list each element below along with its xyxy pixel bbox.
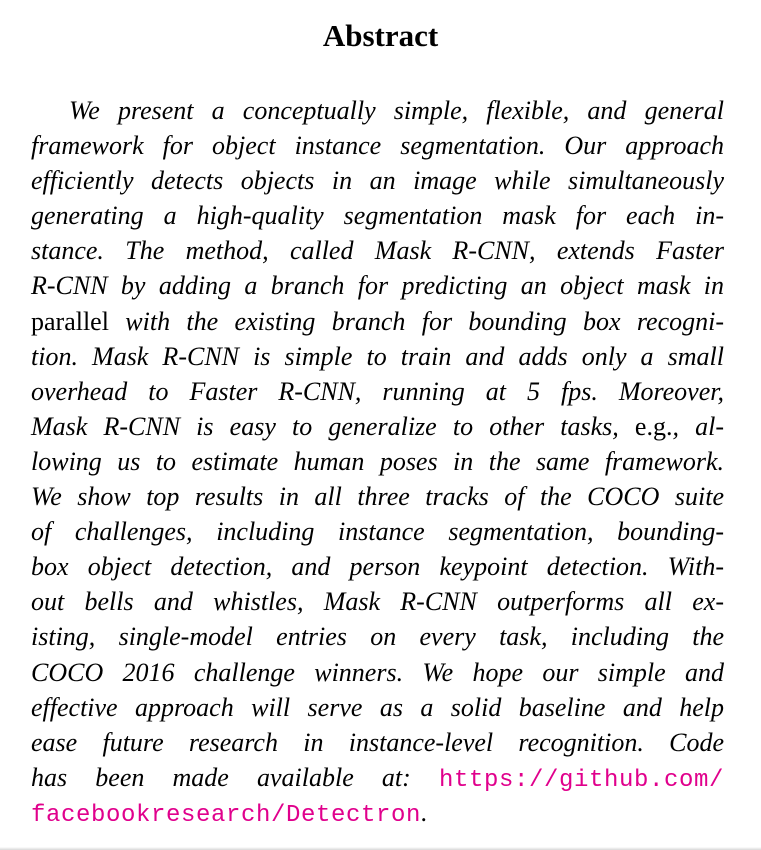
abstract-text: We show top results in all three tracks of the COCO suite (31, 482, 724, 512)
abstract-text: with the existing branch for bounding box recogni- (108, 306, 724, 336)
abstract-text: ease future research in instance-level recognition. Code (31, 727, 724, 757)
abstract-text: . (421, 797, 428, 827)
abstract-line (31, 163, 724, 198)
abstract-text: Mask R-CNN is easy to generalize to other tasks, (31, 411, 635, 441)
abstract-line (31, 339, 724, 374)
abstract-line (31, 584, 724, 619)
abstract-line (31, 268, 724, 303)
code-url-link[interactable]: facebookresearch/Detectron (31, 801, 422, 829)
abstract-text: , al- (672, 411, 724, 441)
abstract-text: framework for object instance segmentation. Our approach (31, 131, 724, 161)
abstract-line (31, 198, 724, 233)
abstract-text: COCO 2016 challenge winners. We hope our simple and (31, 657, 724, 687)
abstract-text: isting, single-model entries on every task, including the (31, 622, 724, 652)
abstract-text: We present a conceptually simple, flexible, and general (69, 96, 724, 125)
abstract-line (31, 409, 724, 444)
abstract-line (31, 760, 724, 795)
abstract-text: tion. Mask R-CNN is simple to train and adds only a small (31, 341, 724, 371)
abstract-line (31, 549, 724, 584)
abstract-line (31, 619, 724, 654)
roman-text: parallel (31, 306, 109, 336)
abstract-text: efficiently detects objects in an image while simultaneously (31, 166, 724, 196)
abstract-line (31, 725, 724, 760)
abstract-text: generating a high-quality segmentation mask for each in- (31, 201, 724, 231)
section-title: Abstract (322, 18, 439, 53)
code-url-link[interactable]: https://github.com/ (438, 766, 724, 794)
abstract-line (31, 655, 724, 690)
abstract-line (31, 128, 724, 163)
abstract-line (31, 233, 724, 268)
roman-text: e.g. (634, 411, 673, 441)
abstract-line (31, 304, 724, 339)
abstract-line (31, 93, 724, 128)
abstract-line (31, 795, 724, 830)
abstract-body (31, 93, 724, 830)
abstract-text: out bells and whistles, Mask R-CNN outperforms all ex- (31, 587, 724, 617)
abstract-text: has been made available at: (31, 762, 439, 792)
abstract-line (31, 479, 724, 514)
abstract-line (31, 374, 724, 409)
abstract-text: stance. The method, called Mask R-CNN, extends Faster (31, 236, 724, 266)
abstract-text: box object detection, and person keypoint detection. With- (31, 552, 724, 582)
abstract-text: overhead to Faster R-CNN, running at 5 fps. Moreover, (31, 376, 724, 406)
abstract-text: lowing us to estimate human poses in the same framework. (31, 446, 724, 476)
abstract-text: effective approach will serve as a solid baseline and help (31, 692, 724, 722)
abstract-line (31, 444, 724, 479)
abstract-line (31, 690, 724, 725)
abstract-text: of challenges, including instance segmentation, bounding- (31, 517, 724, 547)
abstract-text: R-CNN by adding a branch for predicting an object mask in (31, 271, 724, 301)
abstract-line (31, 514, 724, 549)
